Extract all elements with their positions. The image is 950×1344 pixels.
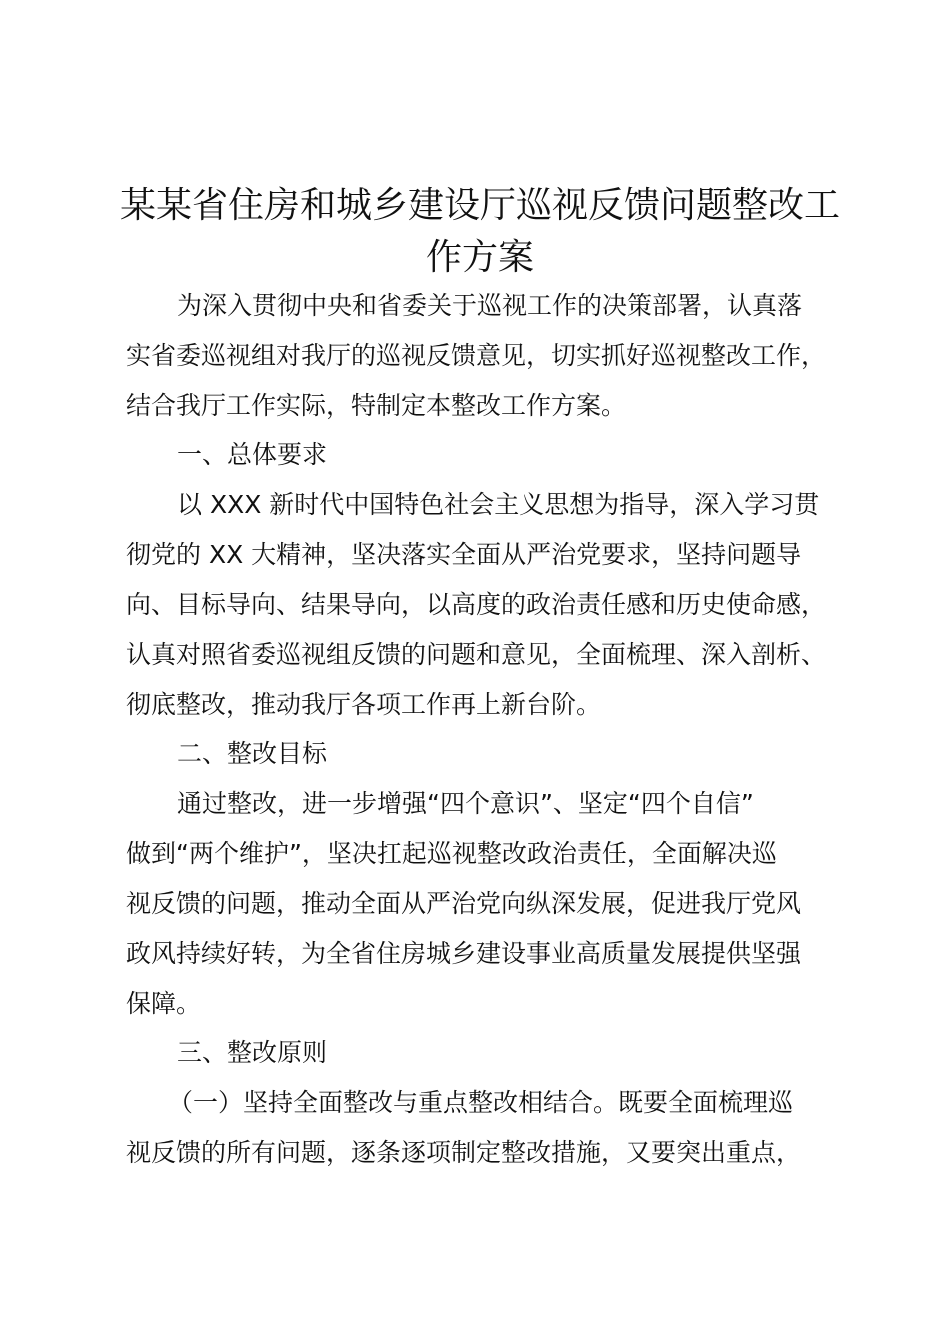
intro-line-3: 结合我厅工作实际，特制定本整改工作方案。 [126, 391, 627, 420]
section-2-line-1: 通过整改，进一步增强“四个意识”、坚定“四个自信” [177, 789, 754, 818]
section-heading-3: 三、整改原则 [177, 1038, 328, 1067]
section-2-line-3: 视反馈的问题，推动全面从严治党向纵深发展，促进我厅党风 [126, 889, 802, 918]
section-2-line-4: 政风持续好转，为全省住房城乡建设事业高质量发展提供坚强 [126, 939, 802, 968]
section-2-line-5: 保障。 [126, 989, 202, 1018]
intro-line-1: 为深入贯彻中央和省委关于巡视工作的决策部署，认真落 [177, 291, 803, 320]
intro-line-2: 实省委巡视组对我厅的巡视反馈意见，切实抓好巡视整改工作， [126, 341, 827, 370]
section-heading-2: 二、整改目标 [177, 739, 328, 768]
section-3-line-1: （一）坚持全面整改与重点整改相结合。既要全面梳理巡 [168, 1088, 794, 1117]
section-1-line-1: 以 XXX 新时代中国特色社会主义思想为指导，深入学习贯 [177, 490, 820, 519]
document-title-line-2: 作方案 [425, 237, 534, 278]
section-2-line-2: 做到“两个维护”，坚决扛起巡视整改政治责任，全面解决巡 [126, 839, 777, 868]
section-1-line-4: 认真对照省委巡视组反馈的问题和意见，全面梳理、深入剖析、 [126, 640, 827, 669]
section-1-line-3: 向、目标导向、结果导向，以高度的政治责任感和历史使命感， [126, 590, 827, 619]
section-heading-1: 一、总体要求 [177, 440, 328, 469]
section-1-line-2: 彻党的 XX 大精神，坚决落实全面从严治党要求，坚持问题导 [126, 540, 802, 569]
section-3-line-2: 视反馈的所有问题，逐条逐项制定整改措施，又要突出重点， [126, 1138, 802, 1167]
document-title-line-1: 某某省住房和城乡建设厅巡视反馈问题整改工 [119, 185, 840, 226]
section-1-line-5: 彻底整改，推动我厅各项工作再上新台阶。 [126, 690, 602, 719]
